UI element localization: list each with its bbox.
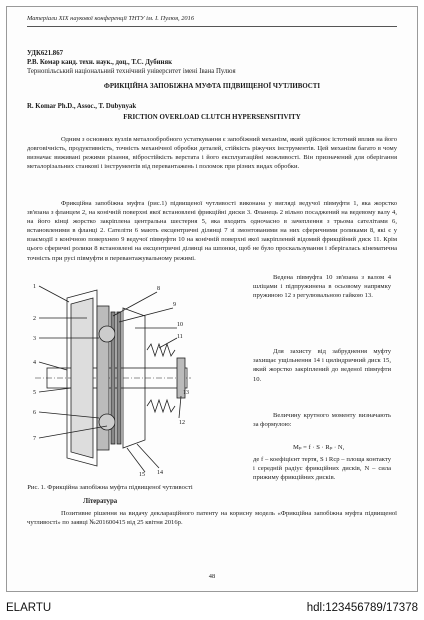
page-number: 48 [208,573,216,580]
fig-label-10: 10 [177,322,183,328]
paragraph-description: Фрикційна запобіжна муфта (рис.1) підвищеної чутливості виконана у вигляді ведучої півмуфти 1, яка жорстко зв'язана з фланцем 2, на конічній поверхні якої встановлені фрикційні диски 3. Фланець 2 вільно посаджений на ведевому валу 4, на його кінці жорстко закріплена центральна шестерня 5, яка входить одночасно в зачеплення з трьома сателітами 6, встановленими в фланці 2. Сателіти 6 мають ексцентричні ділянці 7 зі змонтованими на них сферичними роликами 8, які є у взаємодії з конічною поверхнею 9 ведучої півмуфти 10 на конічній поверхні якої закріплений відомий фрикційний диск 11. Крім цього сферичні ролики 8 встановлені на ексцентричні ділянці на шпонки, щоб не було проскальзування і зберігалась кінематична точність при русі півмуфти в перевантажувальному режимі. [27,200,397,262]
spring-12-bottom [147,400,175,412]
satellite-bottom [99,414,115,430]
repository-name: ELARTU [6,602,52,614]
torque-formula: Mₚ = f · S · Rₚ · N, [293,444,345,451]
driving-hub-hatch [71,298,93,458]
figure-caption: Рис. 1. Фрикційна запобіжна муфта підвищеної чутливості [27,484,193,491]
fig-label-6: 6 [33,410,36,416]
running-header: Матеріали ХІХ наукової конференції ТНТУ ім. І. Пулюя, 2016 [27,15,195,22]
authors-ua: Р.В. Комар канд. техн. наук., доц., Т.С. Дубиняк [27,59,173,66]
fig-label-8: 8 [157,286,160,292]
authors-en: R. Komar Ph.D., Assoc., T. Dubynyak [27,103,137,110]
fig-label-7: 7 [33,436,36,442]
handle-id[interactable]: hdl:123456789/17378 [306,602,418,614]
right-paragraph-2: Для захисту від забруднення муфту захищає ущільнення 14 і циліндричний диск 15, який жорстко закріплений до веденої півмуфти 10. [253,348,391,383]
literature-heading: Література [83,498,118,505]
right-paragraph-1: Ведена півмуфта 10 зв'язана з валом 4 шліцами і підпружинена в осьовому напрямку пружиною 12 з регулювальною гайкою 13. [253,274,391,300]
fig-label-1: 1 [33,284,36,290]
fig-label-12: 12 [179,420,185,426]
right-paragraph-4: де f – коефіцієнт тертя, S і Rср – площа контакту і середній радіус фрикційних дисків, N – сила прижиму фрикційних дисків. [253,456,391,482]
fig-label-2: 2 [33,316,36,322]
udk-code: УДК621.867 [27,50,63,57]
literature-item: Позитивне рішення на видачу деклараційного патенту на корисну модель «Фрикційна запобіжна муфта підвищеної чутливості» по заявці №201600415 від 25 квітня 2016р. [27,510,397,527]
header-rule [27,26,397,27]
fig-label-14: 14 [157,470,163,476]
repository-footer [0,598,424,620]
fig-label-4: 4 [33,360,36,366]
spring-12-top [147,344,175,356]
satellite-top [99,326,115,342]
paragraph-intro: Одним з основних вузлів металообробного устаткування є запобіжний механізм, який здійснює істотний вплив на його довговічність, продуктивність, точність механічної обробки деталей, стійкість ріжучих інструментів. Цей механізм багато в чому визначає виживані режими різання, вібростійкість верстата і його експлуатаційні можливості. Він призначений для оберігання металорізальних станкові і інструментів від перевантажень і поломок при різних видах обробки. [27,136,397,171]
fig-label-9: 9 [173,302,176,308]
friction-disc-11 [117,312,121,444]
affiliation: Тернопільський національний технічний університет імені Івана Пулюя [27,68,236,75]
fig-label-3: 3 [33,336,36,342]
title-ua: ФРИКЦІЙНА ЗАПОБІЖНА МУФТА ПІДВИЩЕНОЇ ЧУТЛИВОСТІ [103,83,321,90]
title-en: FRICTION OVERLOAD CLUTCH HYPERSENSITIVITY [123,114,301,121]
fig-label-15: 15 [139,472,145,478]
document-page [6,6,418,592]
clutch-drawing [27,278,193,478]
fig-label-5: 5 [33,390,36,396]
right-paragraph-3: Величину крутного моменту визначають за формулою: [253,412,391,429]
fig-label-13: 13 [183,390,189,396]
fig-label-11: 11 [177,334,183,340]
